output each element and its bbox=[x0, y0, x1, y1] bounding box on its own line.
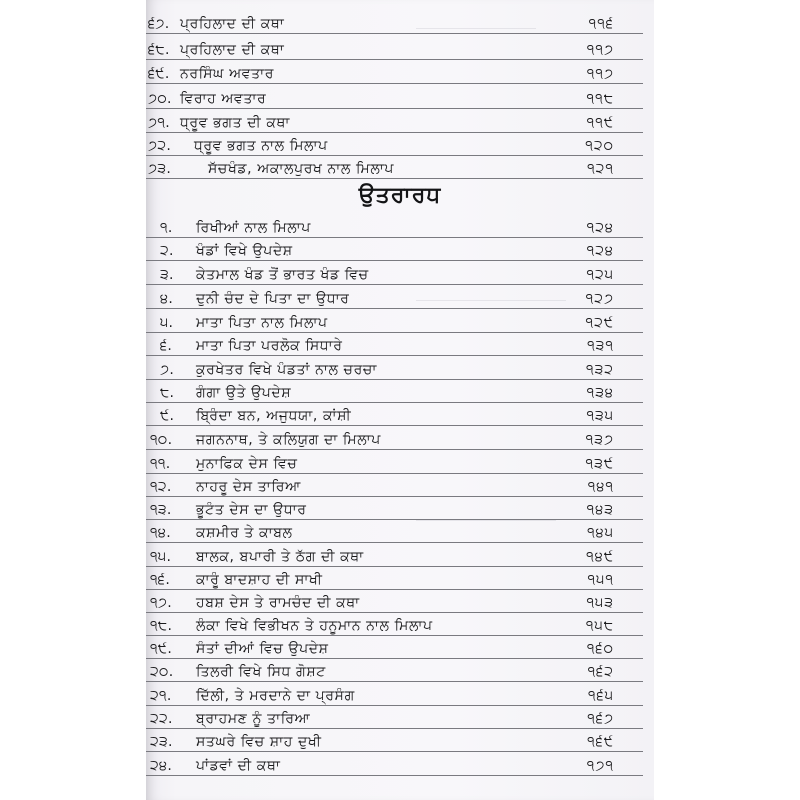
entry-page-number: ੧੨੧ bbox=[587, 161, 614, 177]
entry-number: ੪. bbox=[160, 291, 174, 307]
toc-entry bbox=[146, 708, 654, 730]
entry-page-number: ੧੬੯ bbox=[587, 734, 614, 750]
entry-title: ਪ੍ਰਹਿਲਾਦ ਦੀ ਕਥਾ bbox=[180, 42, 285, 58]
entry-title: ਭੂਟੰਤ ਦੇਸ ਦਾ ਉਧਾਰ bbox=[196, 502, 307, 518]
entry-underline bbox=[146, 635, 643, 636]
toc-entry bbox=[146, 158, 654, 180]
entry-page-number: ੧੬੦ bbox=[586, 641, 614, 657]
entry-underline bbox=[146, 658, 643, 659]
entry-title: ਪ੍ਰਹਿਲਾਦ ਦੀ ਕਥਾ bbox=[180, 16, 285, 32]
entry-underline bbox=[146, 355, 643, 356]
entry-underline bbox=[146, 728, 643, 729]
entry-title: ਲੰਕਾ ਵਿਖੇ ਵਿਭੀਖਨ ਤੇ ਹਨੂਮਾਨ ਨਾਲ ਮਿਲਾਪ bbox=[196, 618, 433, 634]
entry-title: ਬ੍ਰਾਹਮਣ ਨੂੰ ਤਾਰਿਆ bbox=[196, 711, 311, 727]
toc-entry bbox=[146, 429, 654, 451]
entry-underline bbox=[146, 496, 643, 497]
entry-underline bbox=[146, 449, 643, 450]
entry-page-number: ੧੩੫ bbox=[586, 408, 614, 424]
entry-page-number: ੧੧੮ bbox=[586, 91, 614, 107]
entry-underline bbox=[146, 108, 643, 109]
entry-page-number: ੧੪੫ bbox=[587, 525, 614, 541]
entry-number: ੭੨. bbox=[148, 138, 172, 154]
entry-title: ਧ੍ਰੂਵ ਭਗਤ ਨਾਲ ਮਿਲਾਪ bbox=[194, 138, 328, 154]
entry-page-number: ੧੧੭ bbox=[586, 42, 614, 58]
toc-entry bbox=[146, 359, 654, 381]
toc-entry bbox=[146, 546, 654, 568]
entry-title: ਮਾਤਾ ਪਿਤਾ ਨਾਲ ਮਿਲਾਪ bbox=[196, 315, 328, 331]
entry-underline bbox=[146, 751, 643, 752]
entry-underline bbox=[146, 542, 643, 543]
entry-page-number: ੧੪੩ bbox=[586, 502, 614, 518]
entry-title: ਸਤਘਰੇ ਵਿਚ ਸ਼ਾਹ ਦੁਖੀ bbox=[196, 734, 322, 750]
entry-title: ਖੰਡਾਂ ਵਿਖੇ ਉਪਦੇਸ਼ bbox=[196, 243, 293, 259]
toc-entry bbox=[146, 522, 654, 544]
entry-underline bbox=[146, 705, 643, 706]
entry-page-number: ੧੨੦ bbox=[585, 138, 614, 154]
entry-page-number: ੧੨੪ bbox=[586, 220, 614, 236]
entry-number: ੧੧. bbox=[150, 456, 171, 472]
entry-title: ਸੱਚਖੰਡ, ਅਕਾਲਪੁਰਖ ਨਾਲ ਮਿਲਾਪ bbox=[208, 161, 395, 177]
entry-page-number: ੧੩੧ bbox=[587, 338, 614, 354]
toc-entry bbox=[146, 312, 654, 334]
toc-entry bbox=[146, 569, 654, 591]
entry-title: ਕੇਤਮਾਲ ਖੰਡ ਤੋਂ ਭਾਰਤ ਖੰਡ ਵਿਚ bbox=[196, 267, 369, 283]
entry-number: ੭. bbox=[160, 362, 175, 378]
entry-underline bbox=[146, 132, 643, 133]
toc-entry bbox=[146, 499, 654, 521]
toc-entry bbox=[146, 39, 654, 61]
entry-underline bbox=[146, 33, 643, 34]
entry-underline bbox=[146, 519, 643, 520]
entry-number: ੧੦. bbox=[150, 432, 173, 448]
entry-title: ਜਗਨਨਾਥ, ਤੇ ਕਲਿਯੁਗ ਦਾ ਮਿਲਾਪ bbox=[196, 432, 381, 448]
entry-title: ਕੁਰਖੇਤਰ ਵਿਖੇ ਪੰਡਤਾਂ ਨਾਲ ਚਰਚਾ bbox=[196, 362, 377, 378]
toc-entry bbox=[146, 288, 654, 310]
entry-number: ੧. bbox=[160, 220, 173, 236]
entry-underline bbox=[146, 83, 643, 84]
entry-page-number: ੧੧੭ bbox=[586, 66, 614, 82]
toc-entry bbox=[146, 731, 654, 753]
entry-number: ੫. bbox=[160, 315, 174, 331]
entry-number: ੭੦. bbox=[148, 91, 172, 107]
entry-underline bbox=[146, 589, 643, 590]
entry-page-number: ੧੫੩ bbox=[586, 595, 614, 611]
entry-page-number: ੧੭੧ bbox=[586, 758, 614, 774]
entry-number: ੨੧. bbox=[150, 688, 172, 704]
entry-number: ੨੪. bbox=[150, 758, 173, 774]
entry-title: ਪਾਂਡਵਾਂ ਦੀ ਕਥਾ bbox=[196, 758, 281, 774]
entry-title: ਰਿਖੀਆਂ ਨਾਲ ਮਿਲਾਪ bbox=[196, 220, 311, 236]
entry-number: ੧੭. bbox=[150, 595, 172, 611]
entry-title: ਬਾਲਕ, ਬਪਾਰੀ ਤੇ ਠੱਗ ਦੀ ਕਥਾ bbox=[196, 549, 364, 565]
entry-title: ਮਾਤਾ ਪਿਤਾ ਪਰਲੋਕ ਸਿਧਾਰੇ bbox=[196, 338, 343, 354]
entry-number: ੬੭. bbox=[148, 16, 170, 32]
entry-number: ੧੮. bbox=[150, 618, 173, 634]
toc-entry bbox=[146, 638, 654, 660]
toc-entry bbox=[146, 592, 654, 614]
entry-number: ੧੬. bbox=[150, 572, 171, 588]
entry-title: ਨਰਸਿੰਘ ਅਵਤਾਰ bbox=[180, 66, 274, 82]
entry-title: ਦੁਨੀ ਚੰਦ ਦੇ ਪਿਤਾ ਦਾ ਉਧਾਰ bbox=[196, 291, 350, 307]
entry-page-number: ੧੫੮ bbox=[585, 618, 614, 634]
toc-entry bbox=[146, 661, 654, 683]
entry-page-number: ੧੪੯ bbox=[586, 549, 614, 565]
entry-number: ੨੨. bbox=[150, 711, 173, 727]
entry-page-number: ੧੬੨ bbox=[587, 664, 614, 680]
entry-page-number: ੧੩੯ bbox=[585, 456, 614, 472]
entry-number: ੬੯. bbox=[148, 66, 170, 82]
entry-number: ੨੩. bbox=[150, 734, 173, 750]
entry-underline bbox=[146, 425, 643, 426]
entry-title: ਗੰਗਾ ਉਤੇ ਉਪਦੇਸ਼ bbox=[196, 385, 292, 401]
entry-page-number: ੧੬੭ bbox=[587, 711, 614, 727]
entry-title: ਹਬਸ਼ ਦੇਸ ਤੇ ਰਾਮਚੰਦ ਦੀ ਕਥਾ bbox=[196, 595, 360, 611]
entry-page-number: ੧੩੪ bbox=[586, 385, 614, 401]
toc-entry bbox=[146, 88, 654, 110]
entry-underline bbox=[146, 284, 643, 285]
entry-number: ੧੨. bbox=[150, 479, 172, 495]
entry-underline bbox=[146, 681, 643, 682]
entry-title: ਧ੍ਰੂਵ ਭਗਤ ਦੀ ਕਥਾ bbox=[180, 115, 291, 131]
toc-entry bbox=[146, 405, 654, 427]
entry-number: ੨੦. bbox=[150, 664, 174, 680]
entry-title: ਕਾਰੂੰ ਬਾਦਸ਼ਾਹ ਦੀ ਸਾਖੀ bbox=[196, 572, 323, 588]
book-page bbox=[146, 0, 654, 800]
entry-underline bbox=[146, 566, 643, 567]
toc-entry bbox=[146, 755, 654, 777]
entry-underline bbox=[146, 178, 643, 179]
entry-number: ੨. bbox=[160, 243, 174, 259]
entry-page-number: ੧੨੭ bbox=[585, 291, 614, 307]
entry-number: ੧੫. bbox=[150, 549, 172, 565]
entry-title: ਦਿੱਲੀ, ਤੇ ਮਰਦਾਨੇ ਦਾ ਪ੍ਰਸੰਗ bbox=[196, 688, 355, 704]
entry-page-number: ੧੧੯ bbox=[586, 115, 614, 131]
toc-entry bbox=[146, 453, 654, 475]
entry-title: ਸੰਤਾਂ ਦੀਆਂ ਵਿਚ ਉਪਦੇਸ਼ bbox=[196, 641, 329, 657]
entry-page-number: ੧੬੫ bbox=[588, 688, 614, 704]
entry-number: ੬੮. bbox=[148, 42, 170, 58]
entry-underline bbox=[146, 473, 643, 474]
toc-entry bbox=[146, 240, 654, 262]
entry-page-number: ੧੧੬ bbox=[588, 16, 614, 32]
toc-entry bbox=[146, 217, 654, 239]
entry-page-number: ੧੩੨ bbox=[585, 362, 614, 378]
toc-entry bbox=[146, 13, 654, 35]
entry-title: ਬ੍ਰਿੰਦਾ ਬਨ, ਅਜੁਧਯਾ, ਕਾਂਸ਼ੀ bbox=[196, 408, 352, 424]
toc-entry bbox=[146, 63, 654, 85]
entry-title: ਵਿਰਾਹ ਅਵਤਾਰ bbox=[180, 91, 267, 107]
entry-page-number: ੧੨੫ bbox=[586, 267, 614, 283]
toc-entry bbox=[146, 476, 654, 498]
entry-underline bbox=[146, 59, 643, 60]
section-heading: ਉਤਰਾਰਧ bbox=[358, 183, 442, 208]
toc-entry bbox=[146, 135, 654, 157]
entry-number: ੧੩. bbox=[150, 502, 172, 518]
entry-underline bbox=[146, 379, 643, 380]
entry-underline bbox=[146, 155, 643, 156]
entry-title: ਮੁਨਾਫਿਕ ਦੇਸ ਵਿਚ bbox=[196, 456, 298, 472]
entry-number: ੧੪. bbox=[150, 525, 172, 541]
entry-underline bbox=[146, 237, 643, 238]
entry-underline bbox=[146, 308, 643, 309]
entry-underline bbox=[146, 402, 643, 403]
toc-entry bbox=[146, 335, 654, 357]
entry-number: ੬. bbox=[160, 338, 173, 354]
entry-number: ੩. bbox=[160, 267, 174, 283]
entry-number: ੯. bbox=[160, 408, 175, 424]
toc-entry bbox=[146, 615, 654, 637]
entry-number: ੮. bbox=[160, 385, 175, 401]
entry-underline bbox=[146, 332, 643, 333]
entry-underline bbox=[146, 775, 643, 776]
entry-page-number: ੧੨੯ bbox=[585, 315, 614, 331]
entry-page-number: ੧੫੧ bbox=[587, 572, 614, 588]
entry-title: ਕਸ਼ਮੀਰ ਤੇ ਕਾਬਲ bbox=[196, 525, 293, 541]
entry-title: ਨਾਹਰੂ ਦੇਸ ਤਾਰਿਆ bbox=[196, 479, 301, 495]
entry-title: ਤਿਲਰੀ ਵਿਖੇ ਸਿਧ ਗੋਸ਼ਟ bbox=[196, 664, 326, 680]
entry-number: ੭੩. bbox=[148, 161, 172, 177]
entry-underline bbox=[146, 260, 643, 261]
entry-underline bbox=[146, 612, 643, 613]
entry-number: ੭੧. bbox=[148, 115, 170, 131]
toc-entry bbox=[146, 264, 654, 286]
toc-entry bbox=[146, 685, 654, 707]
entry-page-number: ੧੪੧ bbox=[587, 479, 614, 495]
toc-entry bbox=[146, 382, 654, 404]
entry-number: ੧੯. bbox=[150, 641, 173, 657]
toc-entry bbox=[146, 112, 654, 134]
entry-page-number: ੧੨੪ bbox=[586, 243, 614, 259]
entry-page-number: ੧੩੭ bbox=[585, 432, 614, 448]
